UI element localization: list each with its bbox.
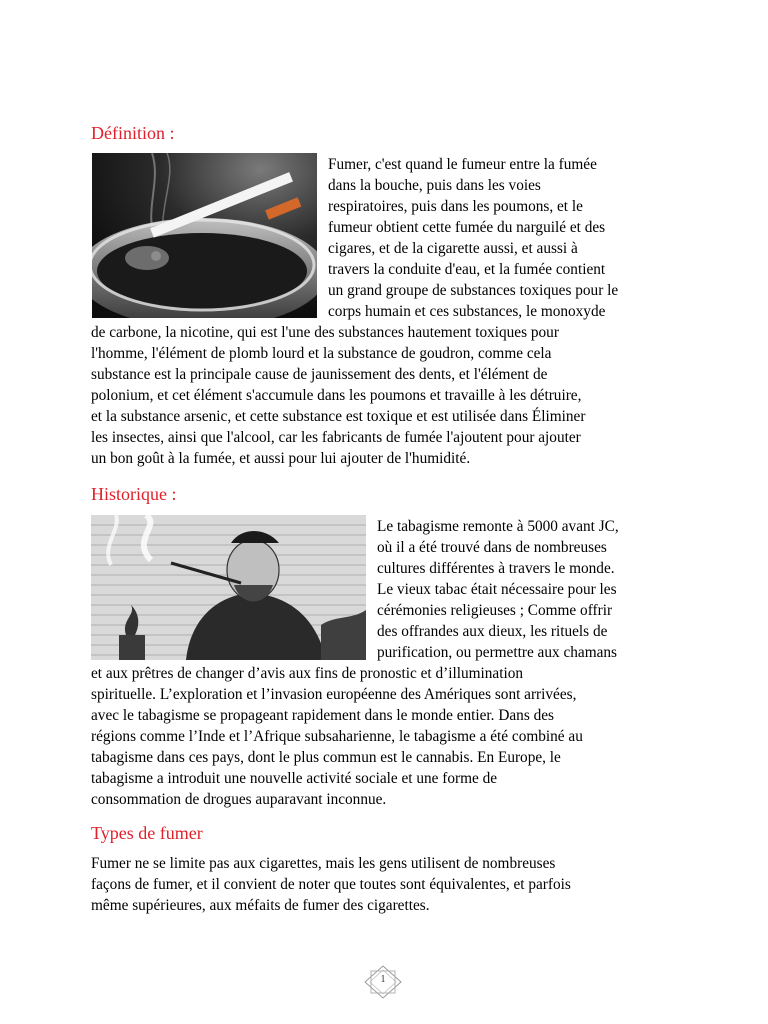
text-line: tabagisme dans ces pays, dont le plus commun est le cannabis. En Europe, le (91, 749, 561, 766)
text-line: et la substance arsenic, et cette substance est toxique et est utilisée dans Éliminer (91, 408, 586, 425)
text-line: où il a été trouvé dans de nombreuses (377, 539, 607, 556)
text-line: Le vieux tabac était nécessaire pour les (377, 581, 617, 598)
text-line: purification, ou permettre aux chamans (377, 644, 617, 661)
text-line: corps humain et ces substances, le monoxyde (328, 303, 606, 320)
types-heading: Types de fumer (91, 823, 203, 843)
types-paragraph (91, 853, 691, 916)
text-line: cérémonies religieuses ; Comme offrir (377, 602, 613, 619)
text-line: cultures différentes à travers le monde. (377, 560, 615, 577)
definition-paragraph (91, 154, 691, 469)
text-line: de carbone, la nicotine, qui est l'une des substances hautement toxiques pour (91, 324, 559, 341)
text-line: même supérieures, aux méfaits de fumer des cigarettes. (91, 897, 430, 914)
text-line: cigares, et de la cigarette aussi, et aussi à (328, 240, 578, 257)
text-line: substance est la principale cause de jaunissement des dents, et l'élément de (91, 366, 548, 383)
definition-heading: Définition : (91, 123, 175, 143)
page-number-ornament (363, 965, 403, 999)
historique-paragraph (91, 516, 691, 810)
text-line: consommation de drogues auparavant inconnue. (91, 791, 387, 808)
historique-heading: Historique : (91, 484, 177, 504)
text-line: des offrandes aux dieux, les rituels de (377, 623, 608, 640)
text-line: régions comme l’Inde et l’Afrique subsaharienne, le tabagisme a été combiné au (91, 728, 583, 745)
text-line: Le tabagisme remonte à 5000 avant JC, (377, 518, 619, 535)
page-number: 1 (380, 974, 386, 985)
text-line: un bon goût à la fumée, et aussi pour lui ajouter de l'humidité. (91, 450, 471, 467)
text-line: spirituelle. L’exploration et l’invasion européenne des Amériques sont arrivées, (91, 686, 577, 703)
text-line: respiratoires, puis dans les poumons, et le (328, 198, 583, 215)
text-line: les insectes, ainsi que l'alcool, car les fabricants de fumée l'ajoutent pour ajouter (91, 429, 581, 446)
text-line: Fumer ne se limite pas aux cigarettes, mais les gens utilisent de nombreuses (91, 855, 556, 872)
text-line: tabagisme a introduit une nouvelle activité sociale et une forme de (91, 770, 498, 787)
text-line: travers la conduite d'eau, et la fumée contient (328, 261, 606, 278)
text-line: et aux prêtres de changer d’avis aux fins de pronostic et d’illumination (91, 665, 524, 682)
text-line: façons de fumer, et il convient de noter que toutes sont équivalentes, et parfois (91, 876, 571, 893)
text-line: un grand groupe de substances toxiques pour le (328, 282, 619, 299)
text-line: fumeur obtient cette fumée du narguilé et des (328, 219, 606, 236)
text-line: polonium, et cet élément s'accumule dans les poumons et travaille à les détruire, (91, 387, 582, 404)
text-line: l'homme, l'élément de plomb lourd et la substance de goudron, comme cela (91, 345, 552, 362)
text-line: dans la bouche, puis dans les voies (328, 177, 541, 194)
text-line: Fumer, c'est quand le fumeur entre la fumée (328, 156, 597, 173)
text-line: avec le tabagisme se propageant rapidement dans le monde entier. Dans des (91, 707, 554, 724)
